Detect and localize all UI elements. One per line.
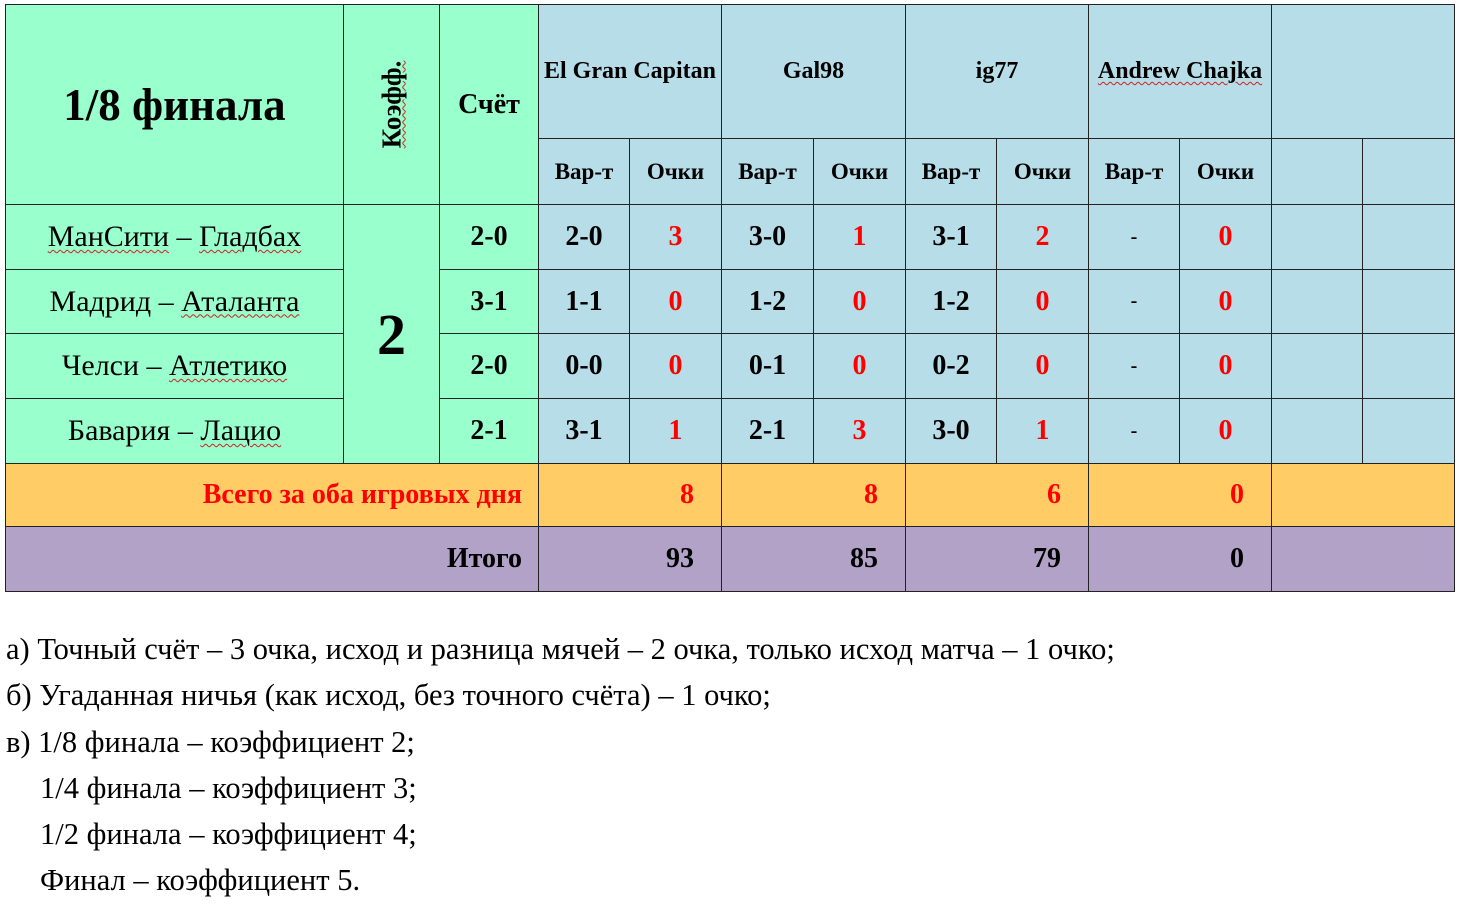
match-score: 3-1 bbox=[440, 270, 539, 334]
points-cell: 0 bbox=[1180, 399, 1272, 464]
points-cell: 1 bbox=[997, 399, 1089, 464]
points-cell: 0 bbox=[1180, 205, 1272, 270]
empty-cell bbox=[1272, 270, 1363, 334]
match-name: Бавария – Лацио bbox=[6, 399, 344, 464]
pick-cell: 3-0 bbox=[722, 205, 814, 270]
pick-subheader: Вар-т bbox=[906, 139, 997, 205]
rule-line: 1/4 финала – коэффициент 3; bbox=[40, 770, 417, 805]
both-days-total: 6 bbox=[906, 464, 1089, 527]
empty-cell bbox=[1272, 399, 1363, 464]
scoring-rules bbox=[6, 626, 1115, 904]
overall-total: 93 bbox=[539, 527, 722, 592]
points-cell: 1 bbox=[814, 205, 906, 270]
empty-cell bbox=[1363, 270, 1455, 334]
both-days-total-row bbox=[6, 464, 1455, 527]
round-title: 1/8 финала bbox=[6, 5, 344, 205]
points-cell: 0 bbox=[997, 334, 1089, 399]
match-name: МанСити – Гладбах bbox=[6, 205, 344, 270]
player-header: ig77 bbox=[906, 5, 1089, 139]
overall-total: 0 bbox=[1089, 527, 1272, 592]
points-cell: 0 bbox=[814, 334, 906, 399]
points-cell: 0 bbox=[1180, 334, 1272, 399]
empty-cell bbox=[1272, 205, 1363, 270]
pick-cell: - bbox=[1089, 205, 1180, 270]
overall-label: Итого bbox=[6, 527, 539, 592]
pick-cell: 1-1 bbox=[539, 270, 630, 334]
points-cell: 3 bbox=[814, 399, 906, 464]
points-subheader: Очки bbox=[814, 139, 906, 205]
points-cell: 2 bbox=[997, 205, 1089, 270]
points-subheader: Очки bbox=[997, 139, 1089, 205]
both-days-label: Всего за оба игровых дня bbox=[6, 464, 539, 527]
match-score: 2-0 bbox=[440, 205, 539, 270]
overall-total-row bbox=[6, 527, 1455, 592]
points-cell: 0 bbox=[814, 270, 906, 334]
points-cell: 0 bbox=[630, 334, 722, 399]
pick-cell: - bbox=[1089, 399, 1180, 464]
pick-subheader: Вар-т bbox=[722, 139, 814, 205]
match-name: Мадрид – Аталанта bbox=[6, 270, 344, 334]
pick-subheader: Вар-т bbox=[539, 139, 630, 205]
pick-cell: 2-1 bbox=[722, 399, 814, 464]
match-score: 2-0 bbox=[440, 334, 539, 399]
match-row bbox=[6, 334, 1455, 399]
empty-cell bbox=[1272, 334, 1363, 399]
pick-cell: 1-2 bbox=[722, 270, 814, 334]
rule-line: в) 1/8 финала – коэффициент 2; bbox=[6, 724, 415, 759]
points-subheader: Очки bbox=[630, 139, 722, 205]
match-name: Челси – Атлетико bbox=[6, 334, 344, 399]
pick-cell: 2-0 bbox=[539, 205, 630, 270]
rule-line: 1/2 финала – коэффициент 4; bbox=[40, 817, 417, 852]
coefficient-value: 2 bbox=[344, 205, 440, 464]
points-cell: 0 bbox=[630, 270, 722, 334]
empty-cell bbox=[1363, 399, 1455, 464]
player-header: Gal98 bbox=[722, 5, 906, 139]
overall-total: 79 bbox=[906, 527, 1089, 592]
both-days-total: 8 bbox=[722, 464, 906, 527]
rule-line: б) Угаданная ничья (как исход, без точного счёта) – 1 очко; bbox=[6, 678, 771, 713]
match-row bbox=[6, 205, 1455, 270]
empty-cell bbox=[1363, 139, 1455, 205]
empty-player-header bbox=[1272, 5, 1455, 139]
pick-cell: - bbox=[1089, 334, 1180, 399]
pick-cell: 3-1 bbox=[539, 399, 630, 464]
pick-cell: - bbox=[1089, 270, 1180, 334]
rule-line: Финал – коэффициент 5. bbox=[40, 863, 361, 898]
player-header: El Gran Capitan bbox=[539, 5, 722, 139]
empty-cell bbox=[1363, 205, 1455, 270]
points-cell: 0 bbox=[997, 270, 1089, 334]
rule-line: а) Точный счёт – 3 очка, исход и разница мячей – 2 очка, только исход матча – 1 очко; bbox=[6, 632, 1115, 666]
coefficient-header: Коэфф. bbox=[344, 5, 440, 205]
both-days-total: 8 bbox=[539, 464, 722, 527]
pick-cell: 3-0 bbox=[906, 399, 997, 464]
pick-cell: 0-0 bbox=[539, 334, 630, 399]
both-days-total: 0 bbox=[1089, 464, 1272, 527]
match-row bbox=[6, 399, 1455, 464]
pick-cell: 3-1 bbox=[906, 205, 997, 270]
points-subheader: Очки bbox=[1180, 139, 1272, 205]
overall-total: 85 bbox=[722, 527, 906, 592]
match-score: 2-1 bbox=[440, 399, 539, 464]
empty-cell bbox=[1272, 527, 1455, 592]
pick-cell: 0-2 bbox=[906, 334, 997, 399]
player-header: Andrew Chajka bbox=[1089, 5, 1272, 139]
points-cell: 0 bbox=[1180, 270, 1272, 334]
score-header: Счёт bbox=[440, 5, 539, 205]
points-cell: 1 bbox=[630, 399, 722, 464]
empty-cell bbox=[1272, 139, 1363, 205]
empty-cell bbox=[1363, 334, 1455, 399]
match-row bbox=[6, 270, 1455, 334]
pick-subheader: Вар-т bbox=[1089, 139, 1180, 205]
pick-cell: 0-1 bbox=[722, 334, 814, 399]
points-cell: 3 bbox=[630, 205, 722, 270]
pick-cell: 1-2 bbox=[906, 270, 997, 334]
predictions-table bbox=[5, 4, 1455, 592]
empty-cell bbox=[1272, 464, 1455, 527]
